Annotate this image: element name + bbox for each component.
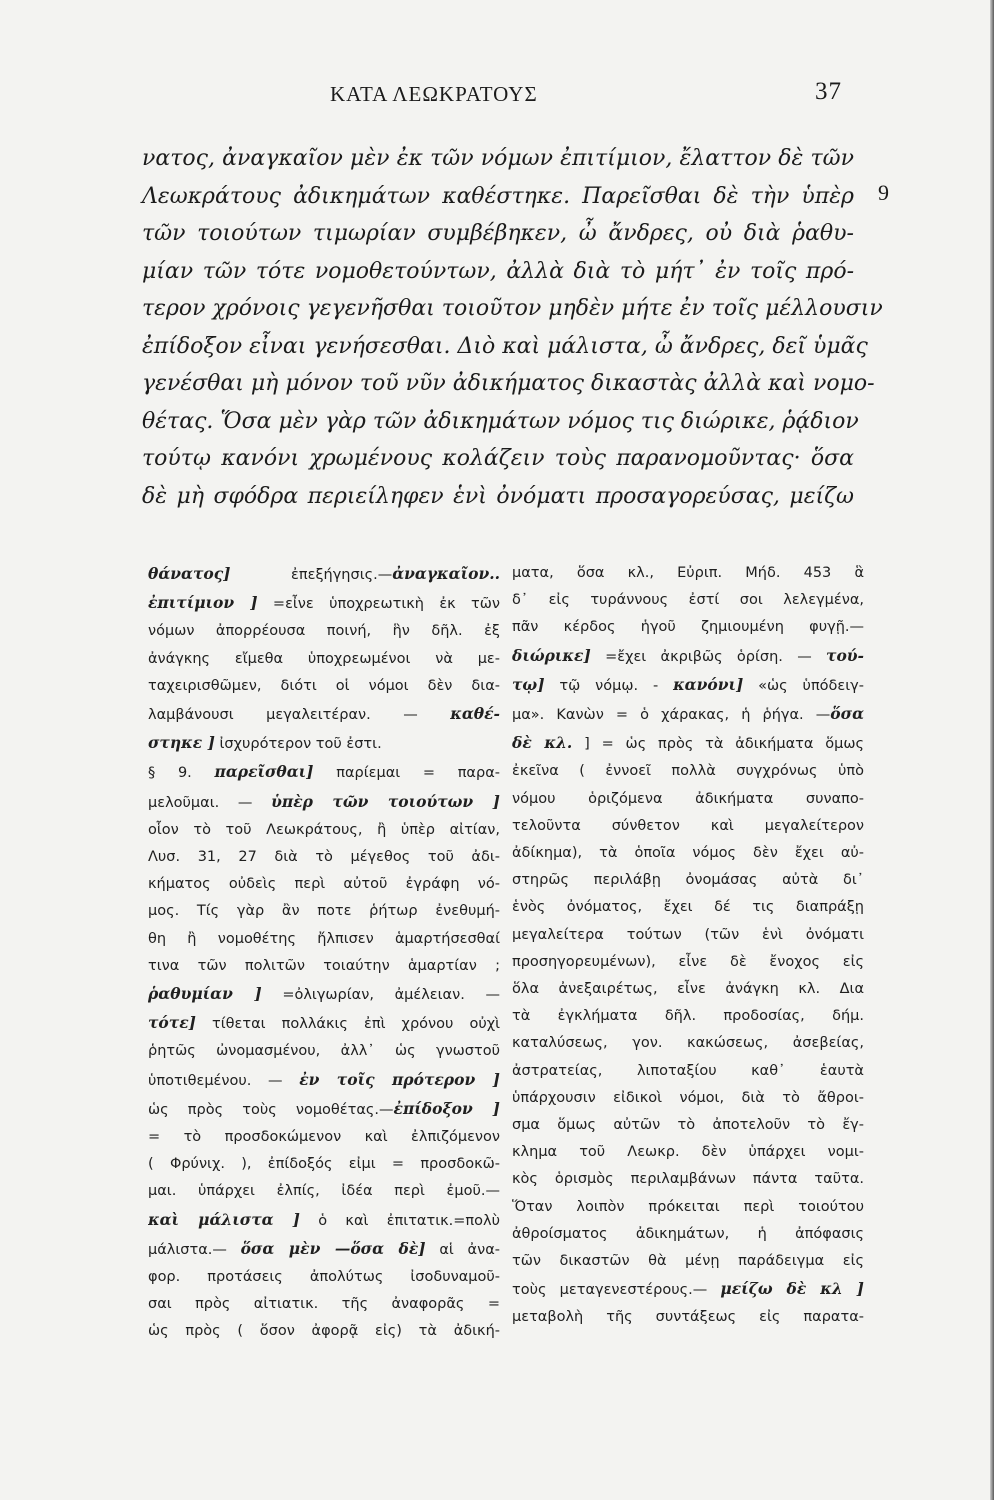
commentary-text: τοὺς μεταγενεστέρους.—: [512, 1282, 721, 1299]
commentary-line: [512, 671, 864, 700]
commentary-text: μα». Κανὼν = ὁ χάρακας, ἡ ῥήγα. —: [512, 707, 831, 724]
lemma: τῳ]: [512, 674, 545, 694]
main-text-line: μίαν τῶν τότε νομοθετούντων, ἀλλὰ διὰ τὸ μήτ᾽ ἐν τοῖς πρό-: [142, 258, 854, 284]
commentary-line: [148, 1264, 500, 1291]
commentary-line: [512, 758, 864, 785]
commentary-line: [148, 1009, 500, 1038]
commentary-text: ὡς πρὸς ( ὅσον ἀφορᾷ εἰς) τὰ ἀδική-: [148, 1323, 500, 1340]
commentary-text: πᾶν κέρδος ἡγοῦ ζημιουμένη φυγῇ.—: [512, 619, 864, 636]
commentary-line: [148, 1124, 500, 1151]
commentary-text: λαμβάνουσι μεγαλειτέραν. —: [148, 707, 451, 724]
commentary-line: [148, 926, 500, 953]
commentary-text: ] = ὡς πρὸς τὰ ἀδικήματα ὅμως: [572, 736, 864, 753]
commentary-line: [148, 1291, 500, 1318]
main-text-line: νατος, ἀναγκαῖον μὲν ἐκ τῶν νόμων ἐπιτίμιον, ἔλαττον δὲ τῶν: [142, 146, 854, 171]
commentary-line: [512, 1058, 864, 1085]
lemma: διώρικε]: [512, 645, 591, 665]
commentary-text: τινα τῶν πολιτῶν τοιαύτην ἁμαρτίαν ;: [148, 957, 500, 974]
commentary-text: ἐπεξήγησις.—: [230, 567, 393, 583]
commentary-text: σμα ὅμως αὐτῶν τὸ ἀποτελοῦν τὸ ἔγ-: [512, 1117, 864, 1134]
commentary-line: [512, 1304, 864, 1331]
commentary-text: § 9.: [148, 765, 215, 782]
commentary-text: ματα, ὅσα κλ., Εὐριπ. Μήδ. 453 ἃ: [512, 565, 864, 581]
lemma: καθέ-: [450, 704, 500, 724]
commentary-left-column: [148, 560, 500, 1346]
commentary-line: [512, 976, 864, 1003]
commentary-text: μάλιστα.—: [148, 1241, 241, 1258]
lemma: ὅσα: [830, 704, 864, 724]
commentary-text: μελοῦμαι. —: [148, 794, 272, 811]
commentary-text: νόμου ὁριζόμενα ἀδικήματα συναπο-: [512, 790, 864, 807]
commentary-text: παρίεμαι = παρα-: [313, 765, 500, 782]
lemma: κανόνι]: [673, 674, 744, 694]
commentary-text: τὰ ἐγκλήματα δῆλ. προδοσίας, δήμ.: [512, 1008, 864, 1025]
commentary-text: ὁ καὶ ἐπιτατικ.=πολὺ: [299, 1212, 500, 1229]
lemma: ῥαθυμίαν ]: [148, 984, 262, 1004]
page-number: 37: [815, 78, 842, 105]
commentary-text: =ἔχει ἀκριβῶς ὁρίση. —: [590, 648, 827, 665]
commentary-line: [512, 1139, 864, 1166]
commentary-text: καταλύσεως, γον. κακώσεως, ἀσεβείας,: [512, 1035, 864, 1052]
lemma: παρεῖσθαι]: [214, 762, 314, 782]
commentary-line: [512, 894, 864, 921]
commentary-line: [512, 867, 864, 894]
commentary-text: κήματος οὐδεὶς περὶ αὐτοῦ ἐγράφη νό-: [148, 876, 500, 893]
commentary-line: [148, 844, 500, 871]
commentary-line: [512, 840, 864, 867]
commentary-text: μαι. ὑπάρχει ἐλπίς, ἰδέα περὶ ἐμοῦ.—: [148, 1183, 500, 1200]
commentary-text: κὸς ὁρισμὸς περιλαμβάνων πάντα ταῦτα.: [512, 1171, 864, 1188]
commentary-line: [148, 589, 500, 618]
lemma: ἀναγκαῖον..: [392, 564, 500, 583]
commentary-text: ῥητῶς ὠνομασμένου, ἀλλ᾽ ὡς γνωστοῦ: [148, 1043, 500, 1060]
commentary-line: [512, 1166, 864, 1193]
commentary-text: ( Φρύνιχ. ), ἐπίδοξός εἰμι = προσδοκῶ-: [148, 1156, 500, 1173]
main-text-line: τούτῳ κανόνι χρωμένους κολάζειν τοὺς παρανομοῦντας· ὅσα: [142, 446, 854, 471]
lemma: ἐπίδοξον ]: [393, 1098, 500, 1118]
commentary-text: μεταβολὴ τῆς συντάξεως εἰς παρατα-: [512, 1309, 864, 1326]
main-text-line: δὲ μὴ σφόδρα περιείληφεν ἑνὶ ὀνόματι προσαγορεύσας, μείζω: [142, 483, 854, 509]
lemma: δὲ κλ.: [512, 733, 573, 753]
lemma: στηκε ]: [148, 733, 215, 753]
commentary-line: [148, 618, 500, 645]
commentary-line: [512, 729, 864, 758]
commentary-text: οἷον τὸ τοῦ Λεωκράτους, ἢ ὑπὲρ αἰτίαν,: [148, 821, 500, 838]
commentary-line: [512, 560, 864, 587]
main-text-line: ἐπίδοξον εἶναι γενήσεσθαι. Διὸ καὶ μάλιστα, ὦ ἄνδρες, δεῖ ὑμᾶς: [142, 333, 868, 359]
commentary-text: ἀθροίσματος ἀδικημάτων, ἡ ἀπόφασις: [512, 1225, 864, 1242]
commentary-line: [512, 1248, 864, 1275]
commentary-line: [148, 1235, 500, 1264]
main-text-body: [142, 140, 883, 515]
commentary-text: =εἶνε ὑποχρεωτικὴ ἐκ τῶν: [257, 596, 500, 613]
commentary-text: =ὀλιγωρίαν, ἀμέλειαν. —: [261, 987, 500, 1004]
commentary-line: [148, 646, 500, 673]
commentary-line: [512, 587, 864, 614]
commentary-line: [512, 1194, 864, 1221]
commentary-line: [148, 1178, 500, 1205]
commentary-line: [512, 700, 864, 729]
commentary-text: ἀστρατείας, λιποταξίου καθ᾽ ἑαυτὰ: [512, 1062, 864, 1079]
commentary-text: στηρῶς περιλάβῃ ὀνομάσας αὐτὰ δι᾽: [512, 872, 864, 889]
main-text-line: Λεωκράτους ἀδικημάτων καθέστηκε. Παρεῖσθαι δὲ τὴν ὑπὲρ: [142, 183, 854, 209]
commentary-text: ὑποτιθεμένου. —: [148, 1072, 300, 1089]
commentary-line: [148, 871, 500, 898]
commentary-right-column: [512, 560, 864, 1332]
commentary-text: τῶν δικαστῶν θὰ μένῃ παράδειγμα εἰς: [512, 1253, 864, 1270]
commentary-text: ὅλα ἀνεξαιρέτως, εἶνε ἀνάγκη κλ. Δια: [512, 981, 864, 998]
commentary-text: ταχειρισθῶμεν, διότι οἱ νόμοι δὲν δια-: [148, 677, 500, 694]
lemma: θάνατος]: [148, 564, 231, 583]
commentary-text: φορ. προτάσεις ἀπολύτως ἰσοδυναμοῦ-: [148, 1269, 500, 1286]
commentary-text: ἑνὸς ὀνόματος, ἔχει δέ τις διαπράξῃ: [512, 899, 864, 916]
commentary-line: [148, 673, 500, 700]
commentary-text: ὡς πρὸς τοὺς νομοθέτας.—: [148, 1101, 394, 1118]
commentary-line: [512, 614, 864, 641]
lemma: ὅσα μὲν —ὅσα δὲ]: [240, 1238, 426, 1258]
page-edge-shadow: [990, 0, 994, 1500]
commentary-line: [512, 1221, 864, 1248]
running-head-title: ΚΑΤΑ ΛΕΩΚΡΑΤΟΥΣ: [330, 82, 538, 106]
commentary-text: μεγαλείτερα τούτων (τῶν ἑνὶ ὀνόματι: [512, 926, 864, 943]
main-text-line: τερον χρόνοις γεγενῆσθαι τοιοῦτον μηδὲν μήτε ἐν τοῖς μέλλουσιν: [142, 296, 883, 321]
commentary-line: [512, 922, 864, 949]
commentary-text: σαι πρὸς αἰτιατικ. τῆς ἀναφορᾶς =: [148, 1296, 500, 1313]
lemma: μείζω δὲ κλ ]: [720, 1279, 864, 1299]
commentary-line: [148, 1318, 500, 1345]
commentary-text: τίθεται πολλάκις ἐπὶ χρόνου οὐχὶ: [195, 1016, 500, 1033]
commentary-text: = τὸ προσδοκώμενον καὶ ἐλπιζόμενον: [148, 1129, 500, 1146]
commentary-text: «ὡς ὑπόδειγ-: [743, 677, 864, 694]
commentary-line: [512, 1085, 864, 1112]
commentary-line: [512, 1112, 864, 1139]
commentary-line: [512, 949, 864, 976]
commentary-line: [148, 953, 500, 980]
commentary-line: [148, 560, 500, 589]
commentary-text: τῷ νόμῳ. -: [544, 677, 674, 694]
lemma: ἐν τοῖς πρότερον ]: [299, 1069, 500, 1089]
lemma: ὑπὲρ τῶν τοιούτων ]: [271, 791, 500, 811]
commentary-text: μος. Τίς γὰρ ἂν ποτε ῥήτωρ ἐνεθυμή-: [148, 903, 500, 920]
commentary-text: τελοῦντα σύνθετον καὶ μεγαλείτερον: [512, 817, 864, 834]
commentary-text: ἰσχυρότερον τοῦ ἐστι.: [214, 736, 382, 753]
commentary-line: [148, 729, 500, 758]
commentary-line: [148, 1066, 500, 1095]
commentary-text: προσηγορευμένων), εἶνε δὲ ἔνοχος εἰς: [512, 953, 864, 970]
main-text-line: τῶν τοιούτων τιμωρίαν συμβέβηκεν, ὦ ἄνδρες, οὐ διὰ ῥαθυ-: [142, 221, 854, 246]
lemma: τού-: [826, 645, 864, 665]
commentary-text: αἱ ἀνα-: [425, 1241, 500, 1258]
commentary-line: [512, 1003, 864, 1030]
commentary-text: νόμων ἀπορρέουσα ποινή, ἣν δῆλ. ἐξ: [148, 623, 500, 640]
commentary-line: [148, 758, 500, 787]
commentary-line: [148, 980, 500, 1009]
commentary-line: [512, 1275, 864, 1304]
commentary-text: θη ἢ νομοθέτης ἤλπισεν ἁμαρτήσεσθαί: [148, 930, 500, 947]
commentary-line: [148, 700, 500, 729]
section-margin-number: 9: [878, 180, 889, 205]
commentary-text: ἀδίκημα), τὰ ὁποῖα νόμος δὲν ἔχει αὐ-: [512, 845, 864, 862]
commentary-line: [512, 813, 864, 840]
commentary-line: [512, 1030, 864, 1057]
lemma: τότε]: [148, 1013, 196, 1033]
commentary-line: [148, 1038, 500, 1065]
commentary-line: [148, 898, 500, 925]
commentary-text: Λυσ. 31, 27 διὰ τὸ μέγεθος τοῦ ἀδι-: [148, 849, 500, 866]
commentary-text: κλημα τοῦ Λεωκρ. δὲν ὑπάρχει νομι-: [512, 1144, 864, 1161]
commentary-text: ἀνάγκης εἴμεθα ὑποχρεωμένοι νὰ με-: [148, 650, 500, 667]
lemma: ἐπιτίμιον ]: [148, 593, 258, 613]
commentary-text: δ᾽ εἰς τυράννους ἐστί σοι λελεγμένα,: [512, 592, 864, 609]
main-text-line: θέτας. Ὅσα μὲν γὰρ τῶν ἀδικημάτων νόμος τις διώρικε, ῥᾴδιον: [142, 408, 859, 434]
commentary-text: Ὅταν λοιπὸν πρόκειται περὶ τοιούτου: [512, 1198, 864, 1215]
commentary-text: ὑπάρχουσιν εἰδικοὶ νόμοι, διὰ τὸ ἄθροι-: [512, 1089, 864, 1106]
commentary-line: [148, 1151, 500, 1178]
commentary-line: [148, 1206, 500, 1235]
commentary-text: ἐκεῖνα ( ἐννοεῖ πολλὰ συγχρόνως ὑπὸ: [512, 763, 864, 780]
commentary-line: [148, 788, 500, 817]
commentary-line: [512, 642, 864, 671]
main-text-line: γενέσθαι μὴ μόνον τοῦ νῦν ἀδικήματος δικαστὰς ἀλλὰ καὶ νομο-: [142, 371, 875, 396]
commentary-line: [512, 786, 864, 813]
commentary-line: [148, 1095, 500, 1124]
commentary-line: [148, 817, 500, 844]
lemma: καὶ μάλιστα ]: [148, 1209, 300, 1229]
